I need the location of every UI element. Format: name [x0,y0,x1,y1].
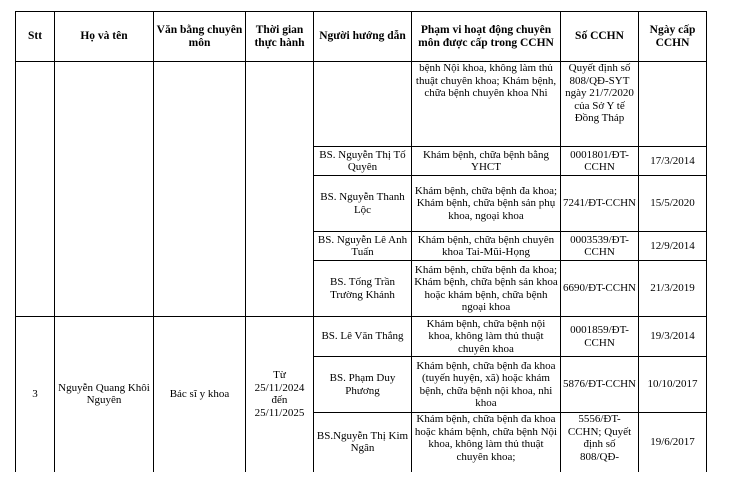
cell-practice-scope: Khám bệnh, chữa bệnh đa khoa hoặc khám bệnh, chữa bệnh Nội khoa, không làm thủ thuật chuyên khoa; [412,413,561,472]
cell-supervisor: BS. Lê Văn Thắng [314,317,412,357]
cell-practice-scope: Khám bệnh, chữa bệnh nội khoa, không làm thủ thuật chuyên khoa [412,317,561,357]
header-certificate-number: Số CCHN [561,12,639,62]
table-row [16,62,707,147]
cell-issue-date: 12/9/2014 [639,232,707,261]
cell-certificate-number: 0001859/ĐT-CCHN [561,317,639,357]
header-supervisor: Người hướng dẫn [314,12,412,62]
cell-full-name [55,62,154,317]
cell-supervisor: BS. Phạm Duy Phương [314,357,412,413]
cell-issue-date: 19/6/2017 [639,413,707,472]
header-full-name: Họ và tên [55,12,154,62]
cell-supervisor: BS. Nguyễn Lê Anh Tuấn [314,232,412,261]
table-row [16,317,707,357]
practice-registry-table [15,11,707,472]
cell-issue-date: 21/3/2019 [639,261,707,317]
cell-supervisor [314,62,412,147]
cell-practice-scope: Khám bệnh, chữa bệnh đa khoa; Khám bệnh, chữa bệnh sản khoa hoặc khám bệnh, chữa bệnh ngoại khoa [412,261,561,317]
cell-issue-date: 19/3/2014 [639,317,707,357]
cell-supervisor: BS. Tống Trần Trường Khánh [314,261,412,317]
cell-certificate-number: 5876/ĐT-CCHN [561,357,639,413]
cell-certificate-number: Quyết định số 808/QĐ-SYT ngày 21/7/2020 của Sở Y tế Đồng Tháp [561,62,639,147]
cell-certificate-number: 0003539/ĐT-CCHN [561,232,639,261]
cell-stt [16,62,55,317]
cell-practice-scope: bệnh Nội khoa, không làm thủ thuật chuyên khoa; Khám bệnh, chữa bệnh chuyên khoa Nhi [412,62,561,147]
cell-practice-scope: Khám bệnh, chữa bệnh đa khoa; Khám bệnh, chữa bệnh sản phụ khoa, ngoại khoa [412,176,561,232]
cell-issue-date: 17/3/2014 [639,147,707,176]
cell-stt: 3 [16,317,55,472]
cell-certificate-number: 0001801/ĐT-CCHN [561,147,639,176]
cell-full-name: Nguyễn Quang Khôi Nguyên [55,317,154,472]
cell-practice-scope: Khám bệnh, chữa bệnh đa khoa (tuyến huyện, xã) hoặc khám bệnh, chữa bệnh nội khoa, nhi khoa [412,357,561,413]
cell-issue-date: 10/10/2017 [639,357,707,413]
cell-certificate-number: 7241/ĐT-CCHN [561,176,639,232]
cell-practice-scope: Khám bệnh, chữa bệnh chuyên khoa Tai-Mũi-Họng [412,232,561,261]
header-stt: Stt [16,12,55,62]
header-practice-period: Thời gian thực hành [246,12,314,62]
cell-supervisor: BS. Nguyễn Thị Tố Quyên [314,147,412,176]
header-issue-date: Ngày cấp CCHN [639,12,707,62]
table-header-row [16,12,707,62]
cell-certificate-number: 5556/ĐT-CCHN; Quyết định số 808/QĐ- [561,413,639,472]
cell-issue-date [639,62,707,147]
cell-practice-scope: Khám bệnh, chữa bệnh bằng YHCT [412,147,561,176]
cell-issue-date: 15/5/2020 [639,176,707,232]
cell-supervisor: BS.Nguyễn Thị Kim Ngân [314,413,412,472]
cell-practice-period: Từ 25/11/2024 đến 25/11/2025 [246,317,314,472]
cell-degree [154,62,246,317]
cell-certificate-number: 6690/ĐT-CCHN [561,261,639,317]
cell-practice-period [246,62,314,317]
header-practice-scope: Phạm vi hoạt động chuyên môn được cấp trong CCHN [412,12,561,62]
cell-degree: Bác sĩ y khoa [154,317,246,472]
cell-supervisor: BS. Nguyễn Thanh Lộc [314,176,412,232]
header-degree: Văn bằng chuyên môn [154,12,246,62]
